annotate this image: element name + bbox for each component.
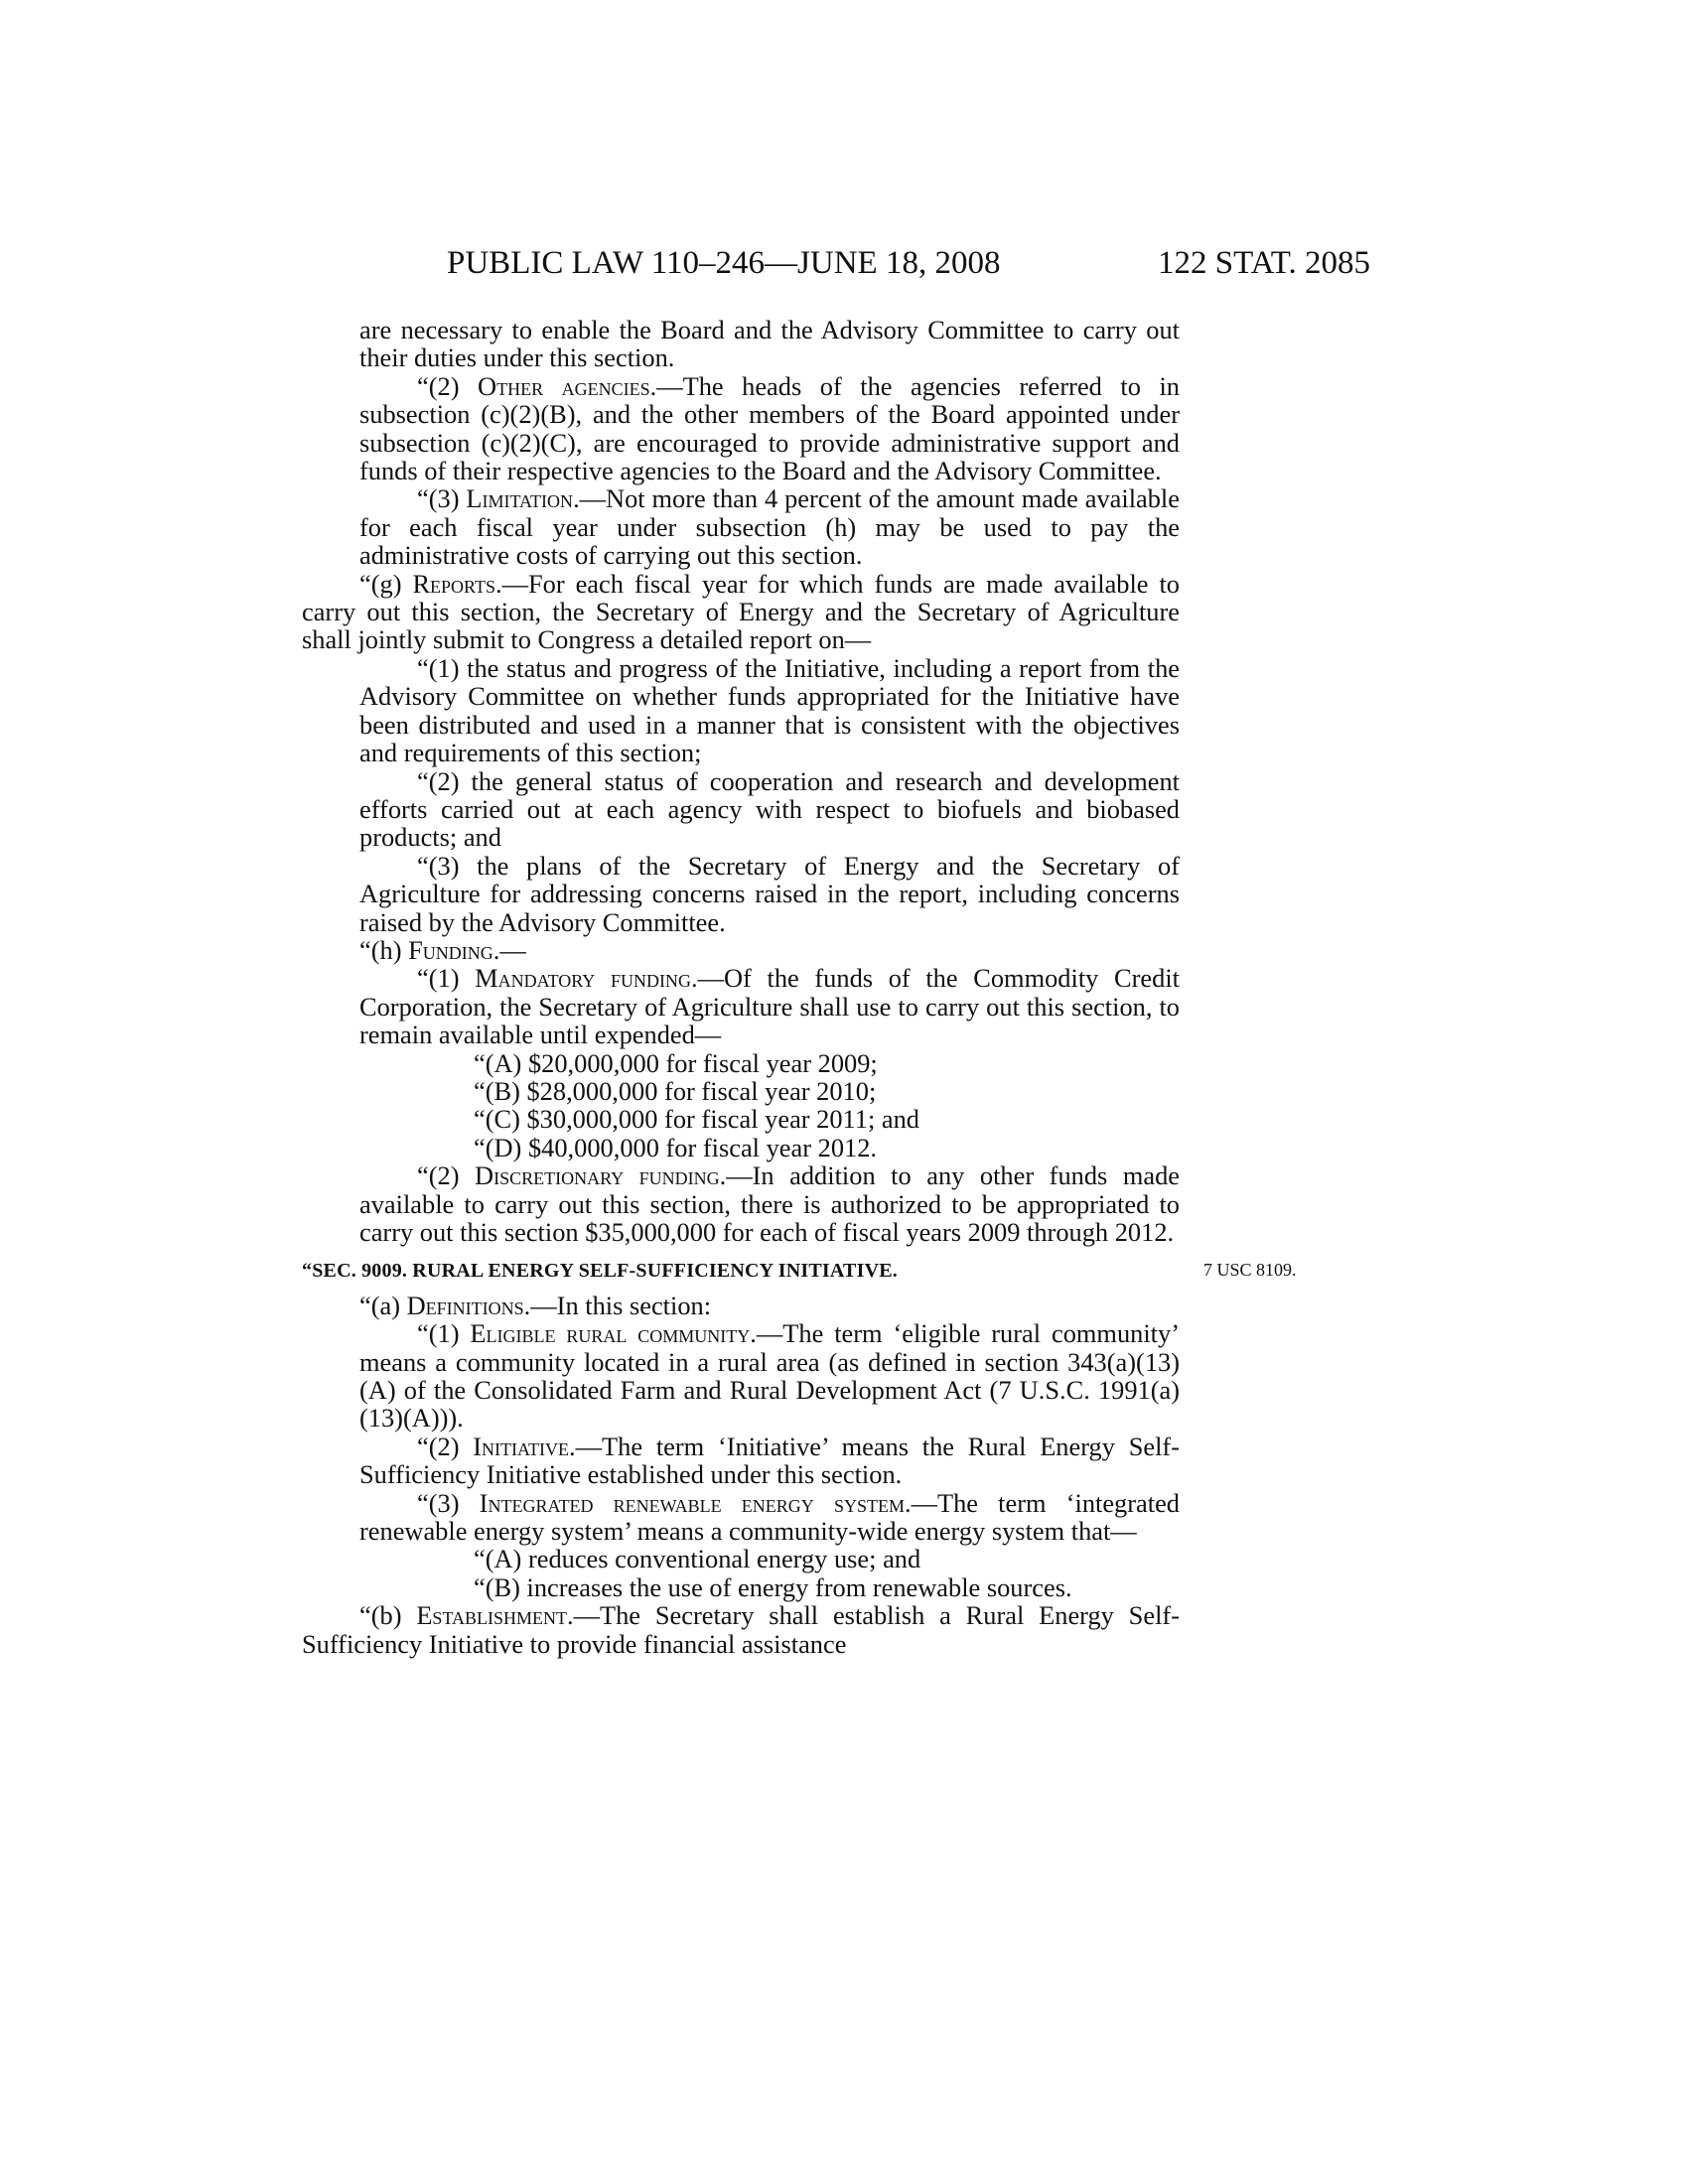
paragraph	[302, 936, 1180, 964]
paragraph-text: “(C) $30,000,000 for fiscal year 2011; and	[474, 1104, 920, 1135]
small-caps-heading: Funding	[408, 934, 493, 965]
section-heading: “SEC. 9009. RURAL ENERGY SELF-SUFFICIENCY INITIATIVE.	[302, 1260, 898, 1283]
paragraph	[302, 1049, 1180, 1077]
paragraph	[302, 316, 1180, 372]
paragraph	[302, 1573, 1180, 1601]
paragraph	[302, 1134, 1180, 1161]
paragraph-text: .—The heads of the agencies referred to in subsection (c)(2)(B), and the other members of the Board appointed under subsection (c)(2)(C), are encouraged to provide administrative support and funds of their respective agencies to the Board and the Advisory Committee.	[359, 370, 1180, 486]
paragraph-text: .—In this section:	[523, 1290, 712, 1320]
paragraph-text: “(a)	[359, 1290, 407, 1320]
paragraph-text: “(1)	[417, 963, 476, 994]
paragraph-text: .—Not more than 4 percent of the amount made available for each fiscal year under subsection (h) may be used to pay the administrative costs of carrying out this section.	[359, 483, 1180, 571]
paragraph-text: “(3)	[417, 1487, 480, 1518]
paragraph	[302, 1545, 1180, 1572]
paragraph-text: “(g)	[359, 568, 413, 599]
small-caps-heading: Establishment	[416, 1600, 567, 1631]
paragraph	[302, 372, 1180, 485]
paragraph	[302, 484, 1180, 569]
paragraph	[302, 1105, 1180, 1133]
paragraph-text: .—In addition to any other funds made available to carry out this section, there is authorized to be appropriated to carry out this section $35,000,000 for each of fiscal years 2009 through 2012.	[359, 1160, 1180, 1247]
paragraph	[302, 852, 1180, 936]
document-body	[302, 315, 1297, 1659]
paragraph-text: “(A) reduces conventional energy use; and	[474, 1544, 921, 1574]
page-header	[447, 245, 1370, 285]
paragraph-text: “(3) the plans of the Secretary of Energy and the Secretary of Agriculture for addressing concerns raised in the report, including concerns raised by the Advisory Committee.	[359, 850, 1180, 937]
usc-margin-note: 7 USC 8109.	[1203, 1260, 1297, 1281]
paragraph-text: .—For each fiscal year for which funds are made available to carry out this section, the Secretary of Energy and the Secretary of Agriculture shall jointly submit to Congress a detailed report on—	[302, 568, 1180, 655]
paragraph-text: “(2) the general status of cooperation and research and development efforts carried out at each agency with respect to biofuels and biobased products; and	[359, 765, 1180, 853]
subsection-block-funding	[302, 316, 1180, 1246]
paragraph	[302, 767, 1180, 852]
paragraph-text: .—The Secretary shall establish a Rural Energy Self-Sufficiency Initiative to provide financial assistance	[302, 1600, 1180, 1659]
paragraph	[302, 1601, 1180, 1658]
small-caps-heading: Reports	[412, 568, 495, 599]
paragraph-text: “(D) $40,000,000 for fiscal year 2012.	[474, 1132, 878, 1162]
small-caps-heading: Discretionary funding	[475, 1160, 720, 1191]
paragraph-text: “(B) $28,000,000 for fiscal year 2010;	[474, 1075, 877, 1106]
small-caps-heading: Mandatory funding	[475, 963, 691, 994]
paragraph-text: “(B) increases the use of energy from renewable sources.	[474, 1571, 1072, 1602]
public-law-title: PUBLIC LAW 110–246—JUNE 18, 2008	[447, 245, 1001, 281]
paragraph-text: “(h)	[359, 934, 409, 965]
paragraph	[302, 1433, 1180, 1489]
paragraph-text: .—The term ‘eligible rural community’ means a community located in a rural area (as defined in section 343(a)(13)(A) of the Consolidated Farm and Rural Development Act (7 U.S.C. 1991(a)(13)(A))).	[359, 1318, 1180, 1433]
paragraph	[302, 1319, 1180, 1433]
paragraph-text: .—	[492, 934, 526, 965]
paragraph-text: .—Of the funds of the Commodity Credit Corporation, the Secretary of Agriculture shall use to carry out this section, to remain available until expended—	[359, 963, 1180, 1050]
paragraph-text: are necessary to enable the Board and the Advisory Committee to carry out their duties under this section.	[359, 315, 1180, 373]
small-caps-heading: Definitions	[406, 1290, 524, 1320]
paragraph-text: “(b)	[359, 1600, 417, 1631]
subsection-block-definitions	[302, 1292, 1180, 1658]
paragraph-text: .—The term ‘integrated renewable energy system’ means a community-wide energy system that—	[359, 1487, 1180, 1547]
paragraph-text: “(2)	[417, 1160, 476, 1191]
small-caps-heading: Eligible rural community	[470, 1318, 751, 1349]
paragraph	[302, 654, 1180, 767]
paragraph	[302, 1077, 1180, 1105]
paragraph	[302, 1489, 1180, 1546]
small-caps-heading: Limitation	[466, 483, 574, 514]
paragraph-text: “(1)	[417, 1318, 471, 1349]
paragraph-text: “(2)	[417, 1431, 474, 1461]
paragraph-text: “(1) the status and progress of the Initiative, including a report from the Advisory Committee on whether funds appropriated for the Initiative have been distributed and used in a manner that is consistent with the objectives and requirements of this section;	[359, 652, 1180, 768]
paragraph-text: “(2)	[417, 370, 479, 401]
paragraph	[302, 1161, 1180, 1246]
paragraph	[302, 964, 1180, 1048]
small-caps-heading: Integrated renewable energy system	[479, 1487, 905, 1518]
paragraph-text: “(A) $20,000,000 for fiscal year 2009;	[474, 1047, 878, 1078]
small-caps-heading: Other agencies	[478, 370, 650, 401]
small-caps-heading: Initiative	[473, 1431, 570, 1461]
statute-page-number: 122 STAT. 2085	[1157, 245, 1370, 281]
paragraph	[302, 570, 1180, 654]
paragraph-text: “(3)	[417, 483, 467, 514]
paragraph	[302, 1292, 1180, 1319]
paragraph-text: .—The term ‘Initiative’ means the Rural Energy Self-Sufficiency Initiative established under this section.	[359, 1431, 1180, 1490]
section-heading-row	[302, 1254, 1297, 1285]
